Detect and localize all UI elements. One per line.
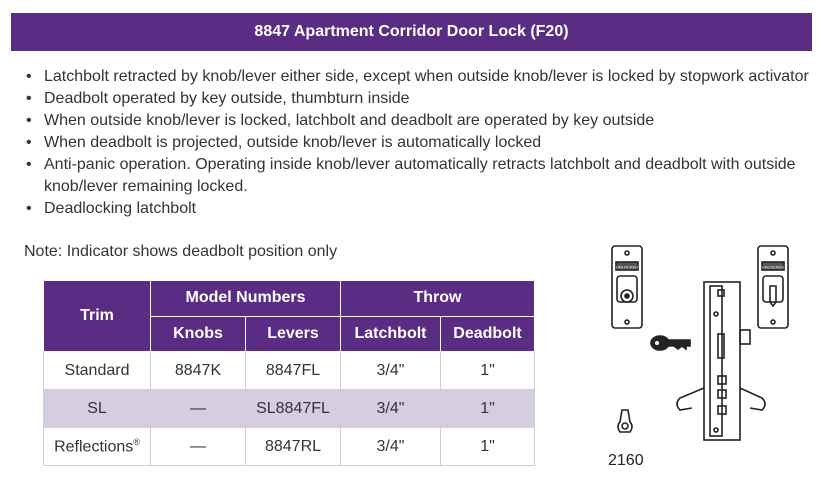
cell-knobs: — [151,428,246,466]
page-title-bar [11,13,812,51]
keyway-icon [618,410,632,432]
feature-list [24,66,814,220]
lock-diagram [600,240,810,452]
outside-escutcheon-icon [612,246,642,328]
bullet-icon: • [26,68,32,85]
note-text: Note: Indicator shows deadbolt position only [24,243,338,260]
feature-item [24,110,814,132]
inside-escutcheon-icon [758,246,788,328]
cell-latchbolt: 3/4" [341,352,441,390]
feature-text: Anti-panic operation. Operating inside knob/lever automatically retracts latchbolt and deadbolt with outside knob/lever remaining locked. [44,156,796,195]
cell-trim [44,428,151,466]
feature-text: When outside knob/lever is locked, latchbolt and deadbolt are operated by key outside [44,112,655,129]
page-title: 8847 Apartment Corridor Door Lock (F20) [254,23,569,40]
header-trim: Trim [44,281,151,352]
feature-text: Deadlocking latchbolt [44,200,197,217]
feature-text: Deadbolt operated by key outside, thumbturn inside [44,90,410,107]
cell-latchbolt: 3/4" [341,428,441,466]
feature-text: When deadbolt is projected, outside knob/lever is automatically locked [44,134,542,151]
cell-levers: SL8847FL [246,390,341,428]
cell-knobs: 8847K [151,352,246,390]
key-code-label: 2160 [608,452,644,469]
table-row [44,352,535,390]
feature-item [24,132,814,154]
indicator-label-inside: UNLOCKED [761,264,785,270]
header-knobs: Knobs [151,316,246,352]
feature-text: Latchbolt retracted by knob/lever either side, except when outside knob/lever is locked by stopwork activator [44,68,809,85]
cell-levers: 8847FL [246,352,341,390]
table-row [44,428,535,466]
lock-body-icon [677,282,765,440]
feature-item [24,154,814,198]
cell-latchbolt: 3/4" [341,390,441,428]
cell-knobs: — [151,390,246,428]
cell-levers: 8847RL [246,428,341,466]
bullet-icon: • [26,200,32,217]
table-header-row [44,281,535,317]
cell-trim: Standard [44,352,151,390]
table-row [44,390,535,428]
header-model-numbers: Model Numbers [151,281,341,317]
trim-name: Reflections [54,438,134,456]
feature-item [24,88,814,110]
spec-table [43,280,535,466]
feature-item [24,66,814,88]
feature-item [24,198,814,220]
bullet-icon: • [26,112,32,129]
cell-trim: SL [44,390,151,428]
bullet-icon: • [26,156,32,173]
bullet-icon: • [26,134,32,151]
header-levers: Levers [246,316,341,352]
cell-deadbolt: 1" [441,428,535,466]
header-latchbolt: Latchbolt [341,316,441,352]
indicator-label-outside: UNLOCKED [615,264,639,270]
bullet-icon: • [26,90,32,107]
header-deadbolt: Deadbolt [441,316,535,352]
key-icon [651,336,690,350]
registered-mark: ® [133,436,140,447]
cell-deadbolt: 1" [441,352,535,390]
cell-deadbolt: 1" [441,390,535,428]
header-throw: Throw [341,281,535,317]
